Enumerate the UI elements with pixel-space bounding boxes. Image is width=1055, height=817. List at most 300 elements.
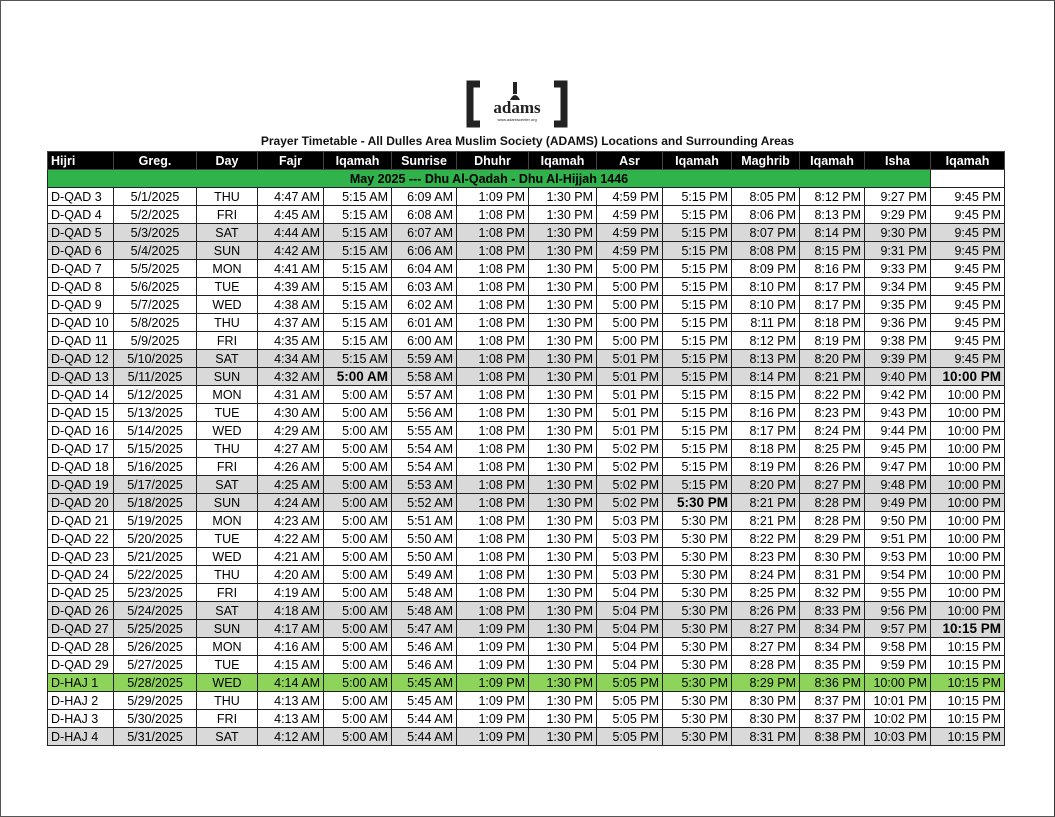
cell-dhuhr-iqamah: 1:30 PM: [529, 674, 597, 692]
cell-dhuhr: 1:08 PM: [457, 602, 529, 620]
cell-isha: 9:50 PM: [865, 512, 931, 530]
cell-maghrib: 8:18 PM: [732, 440, 800, 458]
cell-isha-iqamah: 10:15 PM: [931, 656, 1005, 674]
cell-dhuhr: 1:08 PM: [457, 260, 529, 278]
cell-maghrib: 8:07 PM: [732, 224, 800, 242]
cell-fajr: 4:45 AM: [258, 206, 324, 224]
cell-sunrise: 5:46 AM: [392, 656, 457, 674]
cell-fajr: 4:12 AM: [258, 728, 324, 746]
cell-dhuhr: 1:08 PM: [457, 368, 529, 386]
cell-hijri: D-QAD 23: [48, 548, 114, 566]
cell-day: MON: [197, 260, 258, 278]
cell-isha: 9:42 PM: [865, 386, 931, 404]
cell-sunrise: 5:50 AM: [392, 530, 457, 548]
page-title: Prayer Timetable - All Dulles Area Muslim Society (ADAMS) Locations and Surrounding Areas: [260, 134, 795, 148]
cell-hijri: D-QAD 5: [48, 224, 114, 242]
cell-isha-iqamah: 9:45 PM: [931, 332, 1005, 350]
table-row: [48, 206, 1005, 224]
cell-fajr: 4:39 AM: [258, 278, 324, 296]
month-banner: May 2025 --- Dhu Al-Qadah - Dhu Al-Hijjah 1446: [48, 170, 931, 188]
cell-fajr: 4:44 AM: [258, 224, 324, 242]
cell-isha: 9:57 PM: [865, 620, 931, 638]
cell-asr: 5:01 PM: [597, 368, 663, 386]
header-row: [48, 152, 1005, 170]
cell-dhuhr: 1:09 PM: [457, 656, 529, 674]
cell-dhuhr-iqamah: 1:30 PM: [529, 566, 597, 584]
cell-dhuhr-iqamah: 1:30 PM: [529, 278, 597, 296]
cell-sunrise: 5:45 AM: [392, 674, 457, 692]
cell-isha-iqamah: 9:45 PM: [931, 224, 1005, 242]
cell-asr-iqamah: 5:30 PM: [663, 548, 732, 566]
cell-day: FRI: [197, 710, 258, 728]
cell-maghrib: 8:10 PM: [732, 296, 800, 314]
cell-sunrise: 6:07 AM: [392, 224, 457, 242]
table-row: [48, 512, 1005, 530]
cell-day: SAT: [197, 602, 258, 620]
cell-day: SUN: [197, 368, 258, 386]
col-header-asr: Asr: [597, 152, 663, 170]
cell-dhuhr: 1:08 PM: [457, 566, 529, 584]
cell-greg: 5/10/2025: [114, 350, 197, 368]
cell-maghrib-iqamah: 8:14 PM: [800, 224, 865, 242]
cell-isha: 9:39 PM: [865, 350, 931, 368]
table-row: [48, 674, 1005, 692]
cell-isha-iqamah: 10:00 PM: [931, 602, 1005, 620]
col-header-sunrise: Sunrise: [392, 152, 457, 170]
cell-asr: 5:02 PM: [597, 440, 663, 458]
cell-sunrise: 5:58 AM: [392, 368, 457, 386]
cell-maghrib-iqamah: 8:19 PM: [800, 332, 865, 350]
cell-maghrib: 8:10 PM: [732, 278, 800, 296]
cell-fajr-iqamah: 5:15 AM: [324, 224, 392, 242]
cell-maghrib: 8:08 PM: [732, 242, 800, 260]
cell-dhuhr: 1:08 PM: [457, 512, 529, 530]
cell-fajr-iqamah: 5:15 AM: [324, 188, 392, 206]
cell-sunrise: 5:46 AM: [392, 638, 457, 656]
adams-logo-graphic: [466, 80, 568, 128]
cell-fajr-iqamah: 5:00 AM: [324, 656, 392, 674]
cell-asr-iqamah: 5:15 PM: [663, 206, 732, 224]
cell-maghrib-iqamah: 8:17 PM: [800, 278, 865, 296]
cell-dhuhr: 1:09 PM: [457, 710, 529, 728]
cell-dhuhr-iqamah: 1:30 PM: [529, 314, 597, 332]
cell-isha-iqamah: 9:45 PM: [931, 350, 1005, 368]
cell-asr: 5:01 PM: [597, 404, 663, 422]
cell-dhuhr-iqamah: 1:30 PM: [529, 368, 597, 386]
cell-asr: 5:04 PM: [597, 602, 663, 620]
cell-sunrise: 5:54 AM: [392, 440, 457, 458]
cell-day: FRI: [197, 584, 258, 602]
cell-maghrib-iqamah: 8:28 PM: [800, 494, 865, 512]
cell-isha: 9:35 PM: [865, 296, 931, 314]
cell-asr-iqamah: 5:15 PM: [663, 404, 732, 422]
table-row: [48, 404, 1005, 422]
cell-dhuhr: 1:08 PM: [457, 242, 529, 260]
cell-isha: 9:27 PM: [865, 188, 931, 206]
cell-day: WED: [197, 674, 258, 692]
cell-isha-iqamah: 10:00 PM: [931, 440, 1005, 458]
cell-dhuhr: 1:08 PM: [457, 296, 529, 314]
cell-hijri: D-QAD 22: [48, 530, 114, 548]
cell-isha: 9:45 PM: [865, 440, 931, 458]
cell-hijri: D-QAD 3: [48, 188, 114, 206]
cell-hijri: D-QAD 24: [48, 566, 114, 584]
cell-asr-iqamah: 5:30 PM: [663, 512, 732, 530]
cell-maghrib: 8:22 PM: [732, 530, 800, 548]
cell-isha: 10:01 PM: [865, 692, 931, 710]
col-header-maghrib-iqamah: Iqamah: [800, 152, 865, 170]
cell-maghrib: 8:13 PM: [732, 350, 800, 368]
cell-sunrise: 5:52 AM: [392, 494, 457, 512]
table-row: [48, 260, 1005, 278]
cell-dhuhr: 1:08 PM: [457, 548, 529, 566]
cell-isha-iqamah: 10:00 PM: [931, 458, 1005, 476]
cell-isha: 9:51 PM: [865, 530, 931, 548]
cell-fajr-iqamah: 5:15 AM: [324, 278, 392, 296]
cell-maghrib: 8:06 PM: [732, 206, 800, 224]
cell-dhuhr-iqamah: 1:30 PM: [529, 584, 597, 602]
cell-hijri: D-QAD 11: [48, 332, 114, 350]
cell-greg: 5/28/2025: [114, 674, 197, 692]
cell-maghrib-iqamah: 8:20 PM: [800, 350, 865, 368]
cell-asr-iqamah: 5:30 PM: [663, 494, 732, 512]
cell-greg: 5/17/2025: [114, 476, 197, 494]
cell-isha: 9:30 PM: [865, 224, 931, 242]
table-row: [48, 242, 1005, 260]
cell-isha: 9:38 PM: [865, 332, 931, 350]
cell-day: MON: [197, 386, 258, 404]
cell-asr-iqamah: 5:30 PM: [663, 638, 732, 656]
cell-greg: 5/6/2025: [114, 278, 197, 296]
cell-isha-iqamah: 10:00 PM: [931, 386, 1005, 404]
cell-maghrib-iqamah: 8:21 PM: [800, 368, 865, 386]
table-row: [48, 656, 1005, 674]
cell-dhuhr-iqamah: 1:30 PM: [529, 404, 597, 422]
cell-asr: 5:02 PM: [597, 476, 663, 494]
cell-fajr: 4:14 AM: [258, 674, 324, 692]
cell-fajr: 4:38 AM: [258, 296, 324, 314]
cell-asr: 5:01 PM: [597, 422, 663, 440]
table-row: [48, 224, 1005, 242]
cell-greg: 5/7/2025: [114, 296, 197, 314]
cell-dhuhr-iqamah: 1:30 PM: [529, 422, 597, 440]
cell-isha: 9:49 PM: [865, 494, 931, 512]
cell-hijri: D-QAD 14: [48, 386, 114, 404]
table-row: [48, 530, 1005, 548]
cell-asr-iqamah: 5:15 PM: [663, 440, 732, 458]
cell-isha: 9:48 PM: [865, 476, 931, 494]
cell-day: TUE: [197, 530, 258, 548]
cell-isha: 9:43 PM: [865, 404, 931, 422]
cell-day: FRI: [197, 458, 258, 476]
col-header-dhuhr: Dhuhr: [457, 152, 529, 170]
cell-fajr-iqamah: 5:15 AM: [324, 314, 392, 332]
cell-maghrib-iqamah: 8:37 PM: [800, 692, 865, 710]
cell-isha-iqamah: 10:00 PM: [931, 566, 1005, 584]
cell-maghrib-iqamah: 8:15 PM: [800, 242, 865, 260]
cell-fajr-iqamah: 5:00 AM: [324, 584, 392, 602]
cell-sunrise: 5:44 AM: [392, 728, 457, 746]
cell-day: THU: [197, 692, 258, 710]
cell-maghrib-iqamah: 8:17 PM: [800, 296, 865, 314]
table-row: [48, 476, 1005, 494]
cell-isha-iqamah: 10:00 PM: [931, 422, 1005, 440]
cell-isha: 9:56 PM: [865, 602, 931, 620]
cell-asr-iqamah: 5:15 PM: [663, 458, 732, 476]
cell-asr-iqamah: 5:30 PM: [663, 656, 732, 674]
cell-maghrib-iqamah: 8:29 PM: [800, 530, 865, 548]
cell-asr: 4:59 PM: [597, 224, 663, 242]
cell-sunrise: 5:47 AM: [392, 620, 457, 638]
cell-sunrise: 5:57 AM: [392, 386, 457, 404]
table-row: [48, 728, 1005, 746]
cell-asr: 4:59 PM: [597, 206, 663, 224]
cell-asr: 5:03 PM: [597, 566, 663, 584]
cell-fajr-iqamah: 5:00 AM: [324, 422, 392, 440]
cell-sunrise: 6:03 AM: [392, 278, 457, 296]
cell-isha: 9:55 PM: [865, 584, 931, 602]
cell-greg: 5/13/2025: [114, 404, 197, 422]
cell-fajr-iqamah: 5:15 AM: [324, 242, 392, 260]
cell-dhuhr-iqamah: 1:30 PM: [529, 332, 597, 350]
cell-maghrib: 8:17 PM: [732, 422, 800, 440]
cell-day: MON: [197, 638, 258, 656]
cell-dhuhr: 1:09 PM: [457, 638, 529, 656]
cell-dhuhr: 1:09 PM: [457, 728, 529, 746]
cell-greg: 5/16/2025: [114, 458, 197, 476]
cell-fajr: 4:17 AM: [258, 620, 324, 638]
cell-hijri: D-QAD 10: [48, 314, 114, 332]
cell-greg: 5/24/2025: [114, 602, 197, 620]
cell-maghrib: 8:11 PM: [732, 314, 800, 332]
table-row: [48, 278, 1005, 296]
cell-isha-iqamah: 10:15 PM: [931, 728, 1005, 746]
cell-hijri: D-QAD 8: [48, 278, 114, 296]
cell-isha-iqamah: 9:45 PM: [931, 278, 1005, 296]
cell-fajr-iqamah: 5:15 AM: [324, 206, 392, 224]
cell-hijri: D-QAD 6: [48, 242, 114, 260]
cell-sunrise: 5:59 AM: [392, 350, 457, 368]
cell-maghrib-iqamah: 8:35 PM: [800, 656, 865, 674]
cell-dhuhr: 1:08 PM: [457, 332, 529, 350]
cell-greg: 5/20/2025: [114, 530, 197, 548]
table-row: [48, 458, 1005, 476]
cell-fajr: 4:24 AM: [258, 494, 324, 512]
cell-asr-iqamah: 5:30 PM: [663, 674, 732, 692]
cell-day: SUN: [197, 620, 258, 638]
cell-sunrise: 5:53 AM: [392, 476, 457, 494]
cell-greg: 5/31/2025: [114, 728, 197, 746]
cell-isha-iqamah: 10:15 PM: [931, 710, 1005, 728]
cell-fajr: 4:19 AM: [258, 584, 324, 602]
cell-fajr-iqamah: 5:00 AM: [324, 566, 392, 584]
cell-asr-iqamah: 5:15 PM: [663, 278, 732, 296]
cell-dhuhr-iqamah: 1:30 PM: [529, 656, 597, 674]
cell-isha-iqamah: 9:45 PM: [931, 188, 1005, 206]
table-row: [48, 314, 1005, 332]
cell-asr-iqamah: 5:30 PM: [663, 530, 732, 548]
cell-maghrib-iqamah: 8:13 PM: [800, 206, 865, 224]
table-row: [48, 296, 1005, 314]
cell-fajr: 4:13 AM: [258, 710, 324, 728]
cell-asr-iqamah: 5:15 PM: [663, 368, 732, 386]
table-row: [48, 350, 1005, 368]
table-row: [48, 584, 1005, 602]
cell-maghrib-iqamah: 8:31 PM: [800, 566, 865, 584]
cell-isha-iqamah: 9:45 PM: [931, 242, 1005, 260]
cell-dhuhr: 1:08 PM: [457, 224, 529, 242]
cell-day: THU: [197, 314, 258, 332]
month-banner-row: [48, 170, 1005, 188]
cell-greg: 5/19/2025: [114, 512, 197, 530]
cell-sunrise: 6:04 AM: [392, 260, 457, 278]
cell-dhuhr: 1:08 PM: [457, 206, 529, 224]
col-header-isha: Isha: [865, 152, 931, 170]
cell-dhuhr: 1:09 PM: [457, 620, 529, 638]
cell-greg: 5/15/2025: [114, 440, 197, 458]
cell-maghrib: 8:27 PM: [732, 620, 800, 638]
cell-dhuhr: 1:08 PM: [457, 350, 529, 368]
cell-hijri: D-QAD 28: [48, 638, 114, 656]
cell-maghrib-iqamah: 8:28 PM: [800, 512, 865, 530]
cell-dhuhr: 1:08 PM: [457, 476, 529, 494]
cell-greg: 5/21/2025: [114, 548, 197, 566]
cell-isha: 9:58 PM: [865, 638, 931, 656]
cell-fajr-iqamah: 5:00 AM: [324, 674, 392, 692]
cell-asr-iqamah: 5:15 PM: [663, 296, 732, 314]
cell-fajr: 4:16 AM: [258, 638, 324, 656]
cell-dhuhr: 1:08 PM: [457, 494, 529, 512]
cell-hijri: D-QAD 21: [48, 512, 114, 530]
cell-greg: 5/25/2025: [114, 620, 197, 638]
col-header-hijri: Hijri: [48, 152, 114, 170]
table-row: [48, 566, 1005, 584]
cell-hijri: D-QAD 12: [48, 350, 114, 368]
cell-maghrib: 8:28 PM: [732, 656, 800, 674]
cell-maghrib-iqamah: 8:12 PM: [800, 188, 865, 206]
cell-day: SAT: [197, 224, 258, 242]
cell-isha: 9:47 PM: [865, 458, 931, 476]
cell-hijri: D-QAD 29: [48, 656, 114, 674]
table-row: [48, 638, 1005, 656]
cell-greg: 5/5/2025: [114, 260, 197, 278]
table-header: [48, 152, 1005, 170]
cell-day: THU: [197, 188, 258, 206]
cell-greg: 5/12/2025: [114, 386, 197, 404]
cell-asr: 5:01 PM: [597, 386, 663, 404]
cell-asr: 5:02 PM: [597, 494, 663, 512]
cell-isha: 9:53 PM: [865, 548, 931, 566]
cell-fajr-iqamah: 5:00 AM: [324, 728, 392, 746]
cell-dhuhr: 1:08 PM: [457, 404, 529, 422]
cell-isha-iqamah: 10:15 PM: [931, 638, 1005, 656]
cell-isha: 9:59 PM: [865, 656, 931, 674]
cell-hijri: D-QAD 19: [48, 476, 114, 494]
cell-maghrib-iqamah: 8:30 PM: [800, 548, 865, 566]
col-header-asr-iqamah: Iqamah: [663, 152, 732, 170]
cell-dhuhr-iqamah: 1:30 PM: [529, 710, 597, 728]
cell-maghrib-iqamah: 8:26 PM: [800, 458, 865, 476]
cell-sunrise: 6:08 AM: [392, 206, 457, 224]
cell-isha: 10:02 PM: [865, 710, 931, 728]
prayer-timetable: [47, 151, 1005, 746]
cell-fajr: 4:13 AM: [258, 692, 324, 710]
cell-hijri: D-QAD 13: [48, 368, 114, 386]
cell-asr: 5:01 PM: [597, 350, 663, 368]
cell-fajr: 4:15 AM: [258, 656, 324, 674]
cell-hijri: D-QAD 26: [48, 602, 114, 620]
cell-sunrise: 5:50 AM: [392, 548, 457, 566]
cell-fajr-iqamah: 5:15 AM: [324, 332, 392, 350]
cell-sunrise: 6:00 AM: [392, 332, 457, 350]
cell-fajr-iqamah: 5:00 AM: [324, 386, 392, 404]
cell-maghrib-iqamah: 8:16 PM: [800, 260, 865, 278]
cell-hijri: D-HAJ 4: [48, 728, 114, 746]
cell-asr: 5:02 PM: [597, 458, 663, 476]
cell-asr: 5:03 PM: [597, 530, 663, 548]
cell-dhuhr: 1:08 PM: [457, 278, 529, 296]
cell-day: WED: [197, 548, 258, 566]
cell-fajr: 4:31 AM: [258, 386, 324, 404]
cell-maghrib: 8:25 PM: [732, 584, 800, 602]
cell-maghrib: 8:30 PM: [732, 710, 800, 728]
cell-fajr-iqamah: 5:15 AM: [324, 296, 392, 314]
cell-fajr-iqamah: 5:00 AM: [324, 602, 392, 620]
cell-asr-iqamah: 5:30 PM: [663, 584, 732, 602]
cell-day: WED: [197, 422, 258, 440]
cell-asr: 4:59 PM: [597, 188, 663, 206]
cell-fajr-iqamah: 5:00 AM: [324, 404, 392, 422]
cell-greg: 5/29/2025: [114, 692, 197, 710]
cell-isha: 9:31 PM: [865, 242, 931, 260]
cell-fajr: 4:41 AM: [258, 260, 324, 278]
cell-isha: 9:36 PM: [865, 314, 931, 332]
cell-greg: 5/11/2025: [114, 368, 197, 386]
cell-greg: 5/26/2025: [114, 638, 197, 656]
cell-fajr-iqamah: 5:00 AM: [324, 638, 392, 656]
cell-maghrib: 8:16 PM: [732, 404, 800, 422]
cell-asr: 5:00 PM: [597, 332, 663, 350]
cell-asr-iqamah: 5:15 PM: [663, 314, 732, 332]
cell-day: TUE: [197, 656, 258, 674]
col-header-fajr-iqamah: Iqamah: [324, 152, 392, 170]
cell-fajr: 4:37 AM: [258, 314, 324, 332]
cell-greg: 5/2/2025: [114, 206, 197, 224]
cell-asr-iqamah: 5:30 PM: [663, 692, 732, 710]
cell-fajr: 4:34 AM: [258, 350, 324, 368]
cell-maghrib-iqamah: 8:36 PM: [800, 674, 865, 692]
cell-fajr-iqamah: 5:00 AM: [324, 710, 392, 728]
cell-fajr-iqamah: 5:00 AM: [324, 476, 392, 494]
table-row: [48, 386, 1005, 404]
cell-isha-iqamah: 10:00 PM: [931, 512, 1005, 530]
cell-asr: 5:05 PM: [597, 674, 663, 692]
cell-asr: 5:05 PM: [597, 710, 663, 728]
col-header-maghrib: Maghrib: [732, 152, 800, 170]
cell-maghrib-iqamah: 8:34 PM: [800, 638, 865, 656]
cell-dhuhr-iqamah: 1:30 PM: [529, 494, 597, 512]
cell-maghrib-iqamah: 8:18 PM: [800, 314, 865, 332]
cell-dhuhr: 1:09 PM: [457, 674, 529, 692]
cell-dhuhr-iqamah: 1:30 PM: [529, 458, 597, 476]
cell-sunrise: 5:48 AM: [392, 602, 457, 620]
cell-maghrib: 8:12 PM: [732, 332, 800, 350]
cell-dhuhr-iqamah: 1:30 PM: [529, 188, 597, 206]
cell-fajr-iqamah: 5:00 AM: [324, 620, 392, 638]
cell-fajr: 4:18 AM: [258, 602, 324, 620]
cell-isha-iqamah: 10:00 PM: [931, 476, 1005, 494]
cell-asr: 5:03 PM: [597, 548, 663, 566]
